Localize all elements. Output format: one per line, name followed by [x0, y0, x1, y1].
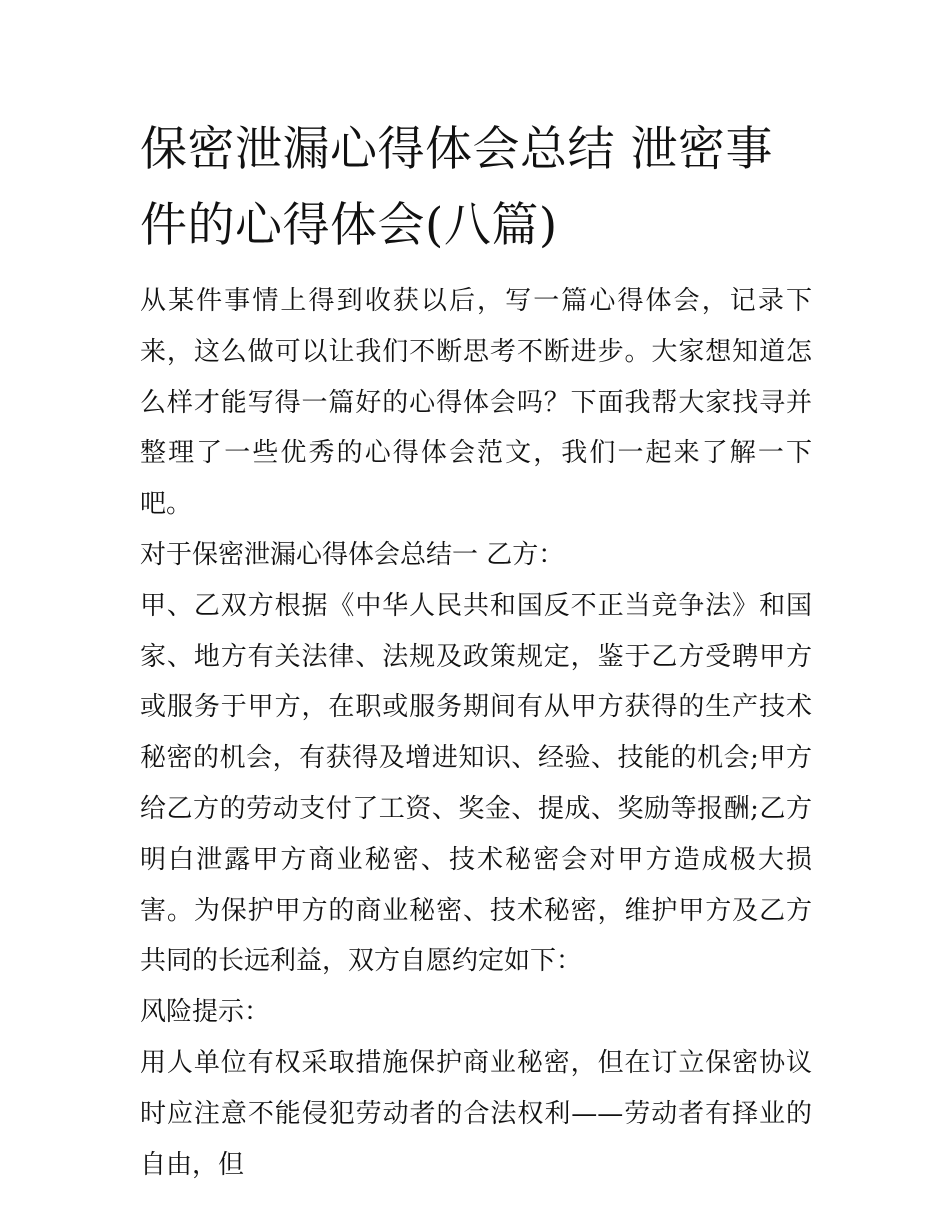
paragraph-risk-heading: 风险提示： [140, 997, 271, 1028]
document-title: 保密泄漏心得体会总结 泄密事件的心得体会(八篇) [140, 122, 773, 253]
paragraph-agreement: 甲、乙双方根据《中华人民共和国反不正当竞争法》和国家、地方有关法律、法规及政策规定，鉴于乙方受聘甲方或服务于甲方，在职或服务期间有从甲方获得的生产技术秘密的机会，有获得及增进知识、经验、技能的机会;甲方给乙方的劳动支付了工资、奖金、提成、奖励等报酬;乙方明白泄露甲方商业秘密、技术秘密会对甲方造成极大损害。为保护甲方的商业秘密、技术秘密，维护甲方及乙方共同的长远利益，双方自愿约定如下： [140, 590, 812, 977]
paragraph-intro: 从某件事情上得到收获以后，写一篇心得体会，记录下来，这么做可以让我们不断思考不断进步。大家想知道怎么样才能写得一篇好的心得体会吗？下面我帮大家找寻并整理了一些优秀的心得体会范文，我们一起来了解一下吧。 [140, 286, 812, 520]
document-body [140, 276, 812, 1190]
paragraph-risk-text: 用人单位有权采取措施保护商业秘密，但在订立保密协议时应注意不能侵犯劳动者的合法权利——劳动者有择业的自由，但 [140, 1047, 812, 1180]
paragraph-section-heading: 对于保密泄漏心得体会总结一 乙方： [140, 539, 565, 570]
